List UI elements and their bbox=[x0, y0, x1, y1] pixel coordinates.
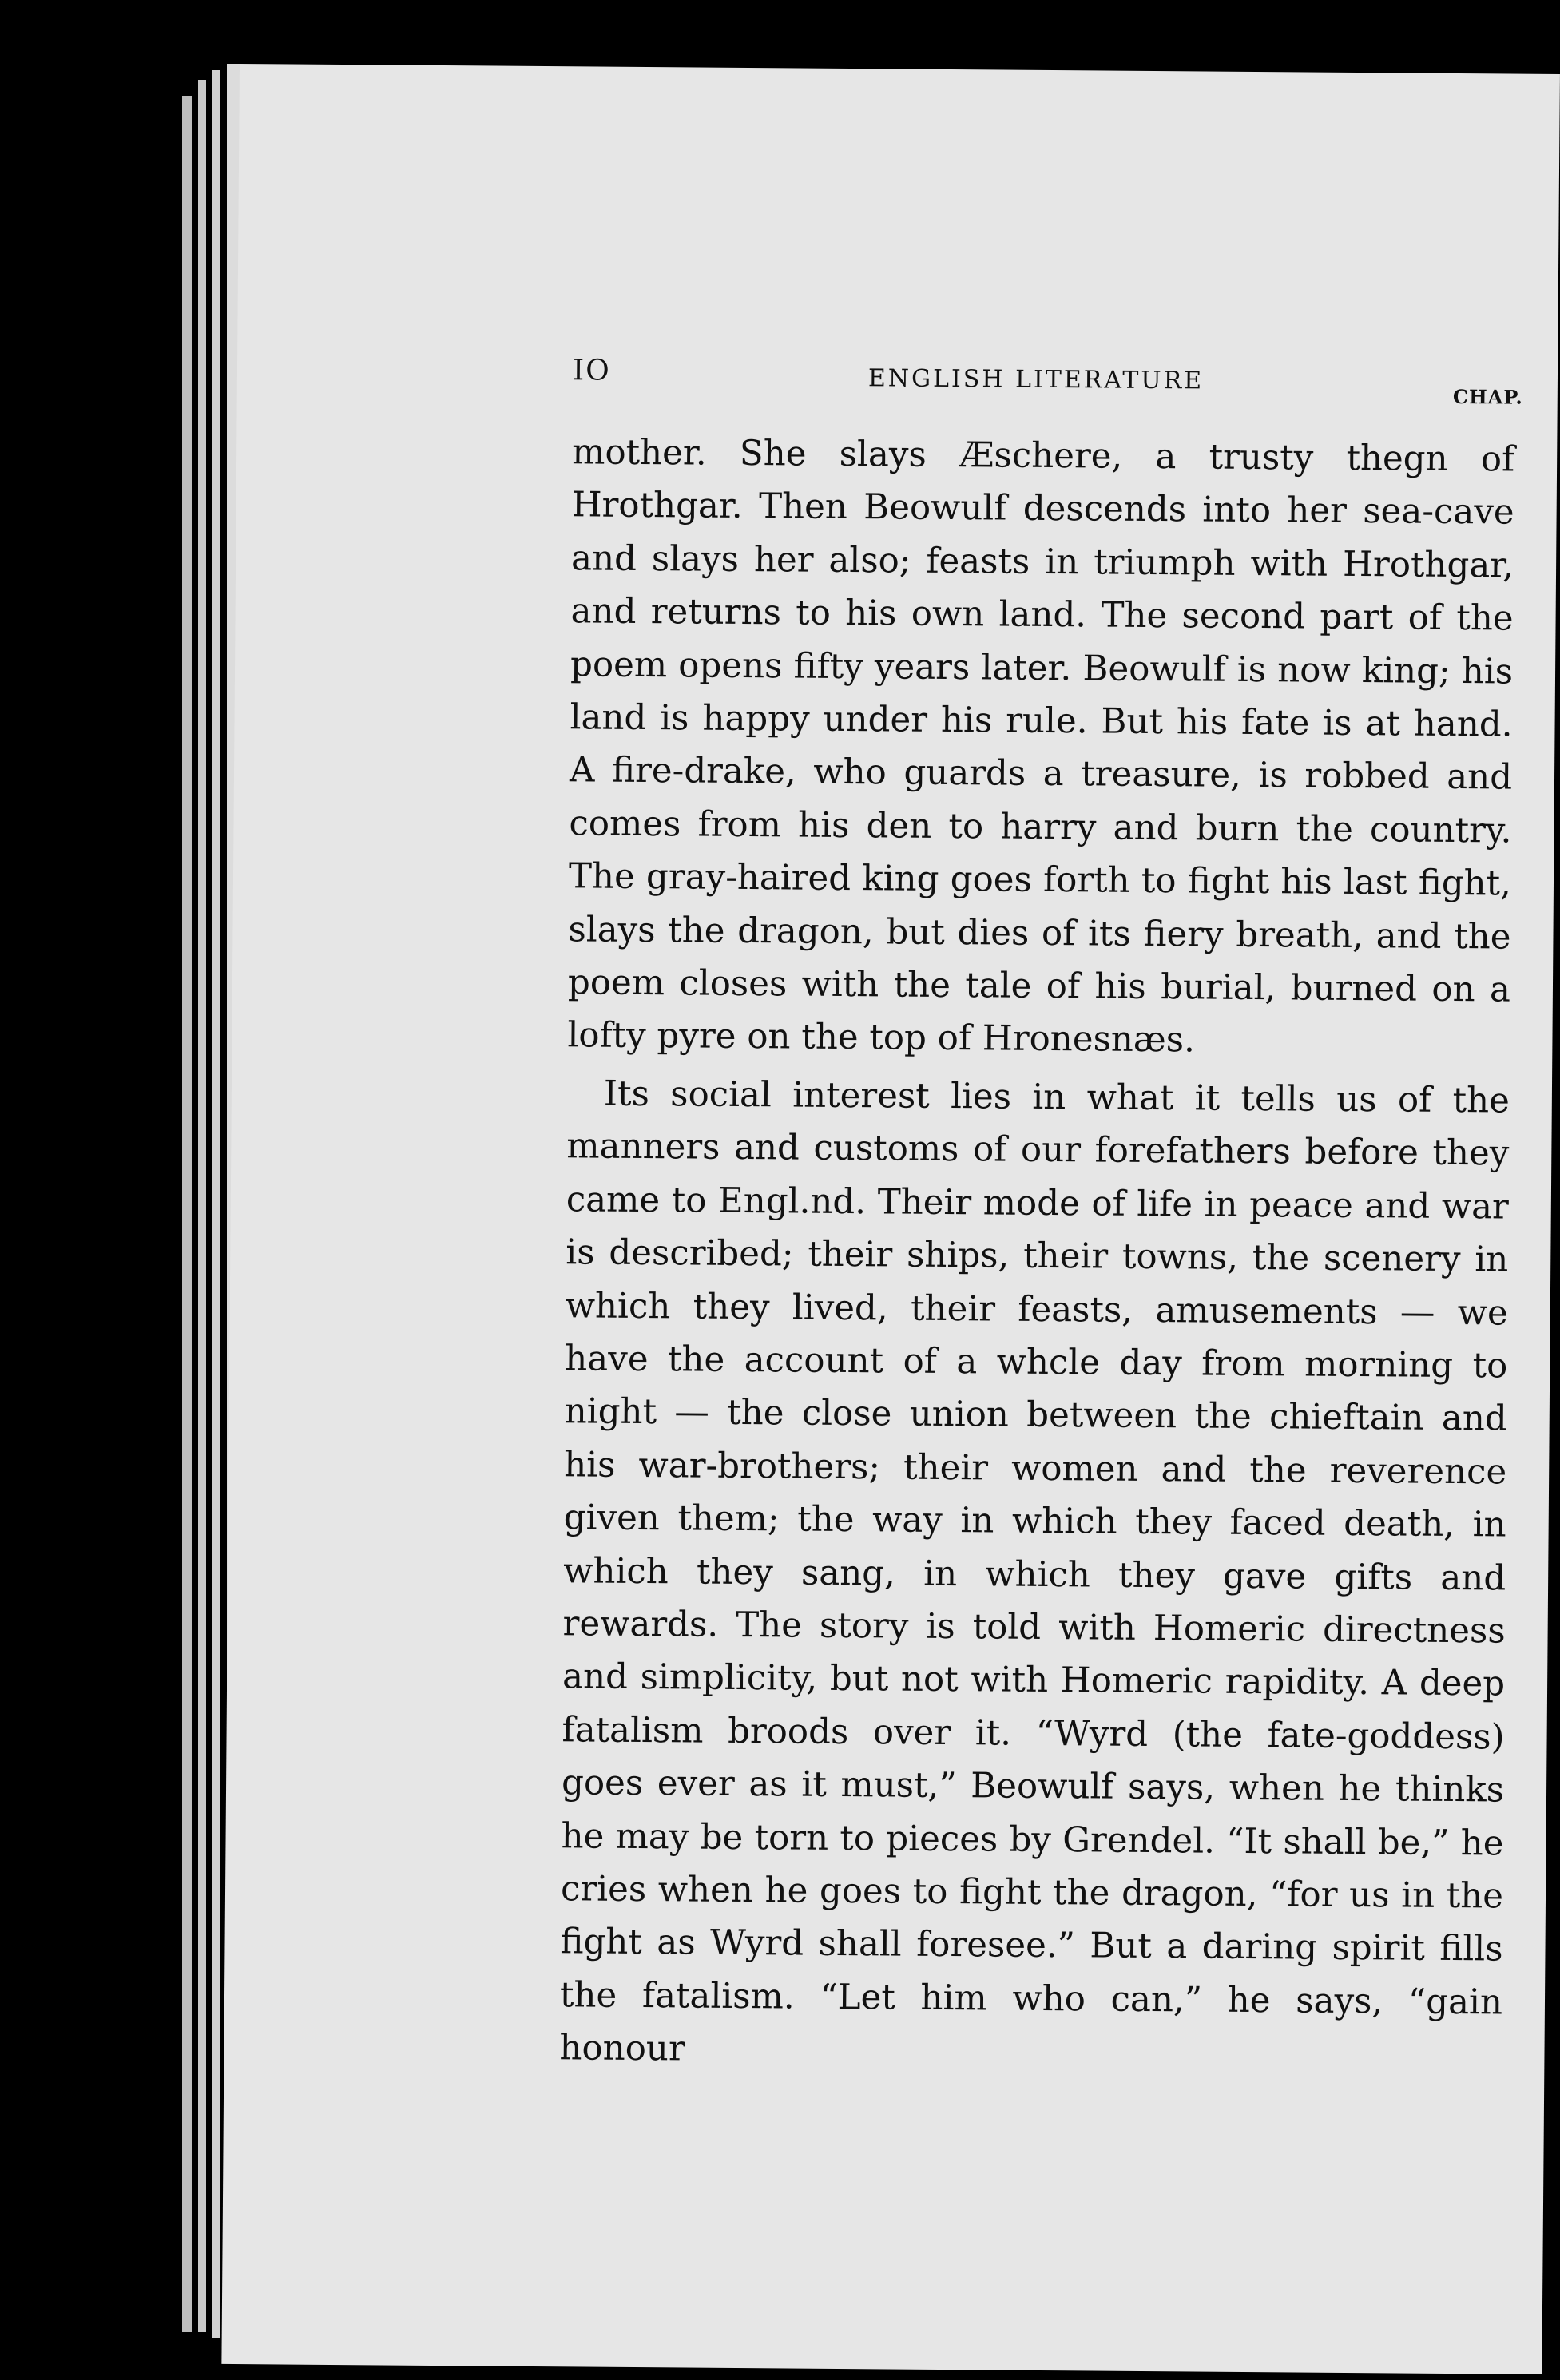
page-edge bbox=[198, 80, 206, 2332]
body-paragraph: Its social interest lies in what it tells us of the manners and customs of our forefathers before they came to Engl.nd. Their mode of life in peace and war is described; their ships, their towns, the scenery in which they lived, their feasts, amusements — we have the account of a whcle day from morning to night — the close union between the chieftain and his war-brothers; their women and the reverence given them; the way in which they faced death, in which they sang, in which they gave gifts and rewards. The story is told with Homeric directness and simplicity, but not with Homeric rapidity. A deep fatalism broods over it. “Wyrd (the fate-goddess) goes ever as it must,” Beowulf says, when he thinks he may be torn to pieces by Grendel. “It shall be,” he cries when he goes to fight the dragon, “for us in the fight as Wyrd shall foresee.” But a daring spirit fills the fatalism. “Let him who can,” he says, “gain honour bbox=[559, 1073, 1510, 2069]
book-page bbox=[221, 64, 1560, 2374]
body-paragraph: mother. She slays Æschere, a trusty thegn of Hrothgar. Then Beowulf descends into her sea-cave and slays her also; feasts in triumph with Hrothgar, and returns to his own land. The second part of the poem opens fifty years later. Beowulf is now king; his land is happy under his rule. But his fate is at hand. A fire-drake, who guards a treasure, is robbed and comes from his den to harry and burn the country. The gray-haired king goes forth to fight his last fight, slays the dragon, but dies of its fiery breath, and the poem closes with the tale of his burial, burned on a lofty pyre on the top of Hronesnæs. bbox=[567, 432, 1515, 1061]
page-content bbox=[559, 354, 1523, 2082]
chapter-label: CHAP. bbox=[1452, 384, 1523, 409]
book-title: ENGLISH LITERATURE bbox=[867, 364, 1205, 395]
page-edge bbox=[212, 70, 220, 2338]
page-edge bbox=[182, 96, 192, 2332]
page-number: IO bbox=[572, 354, 611, 387]
running-head bbox=[572, 354, 1523, 433]
